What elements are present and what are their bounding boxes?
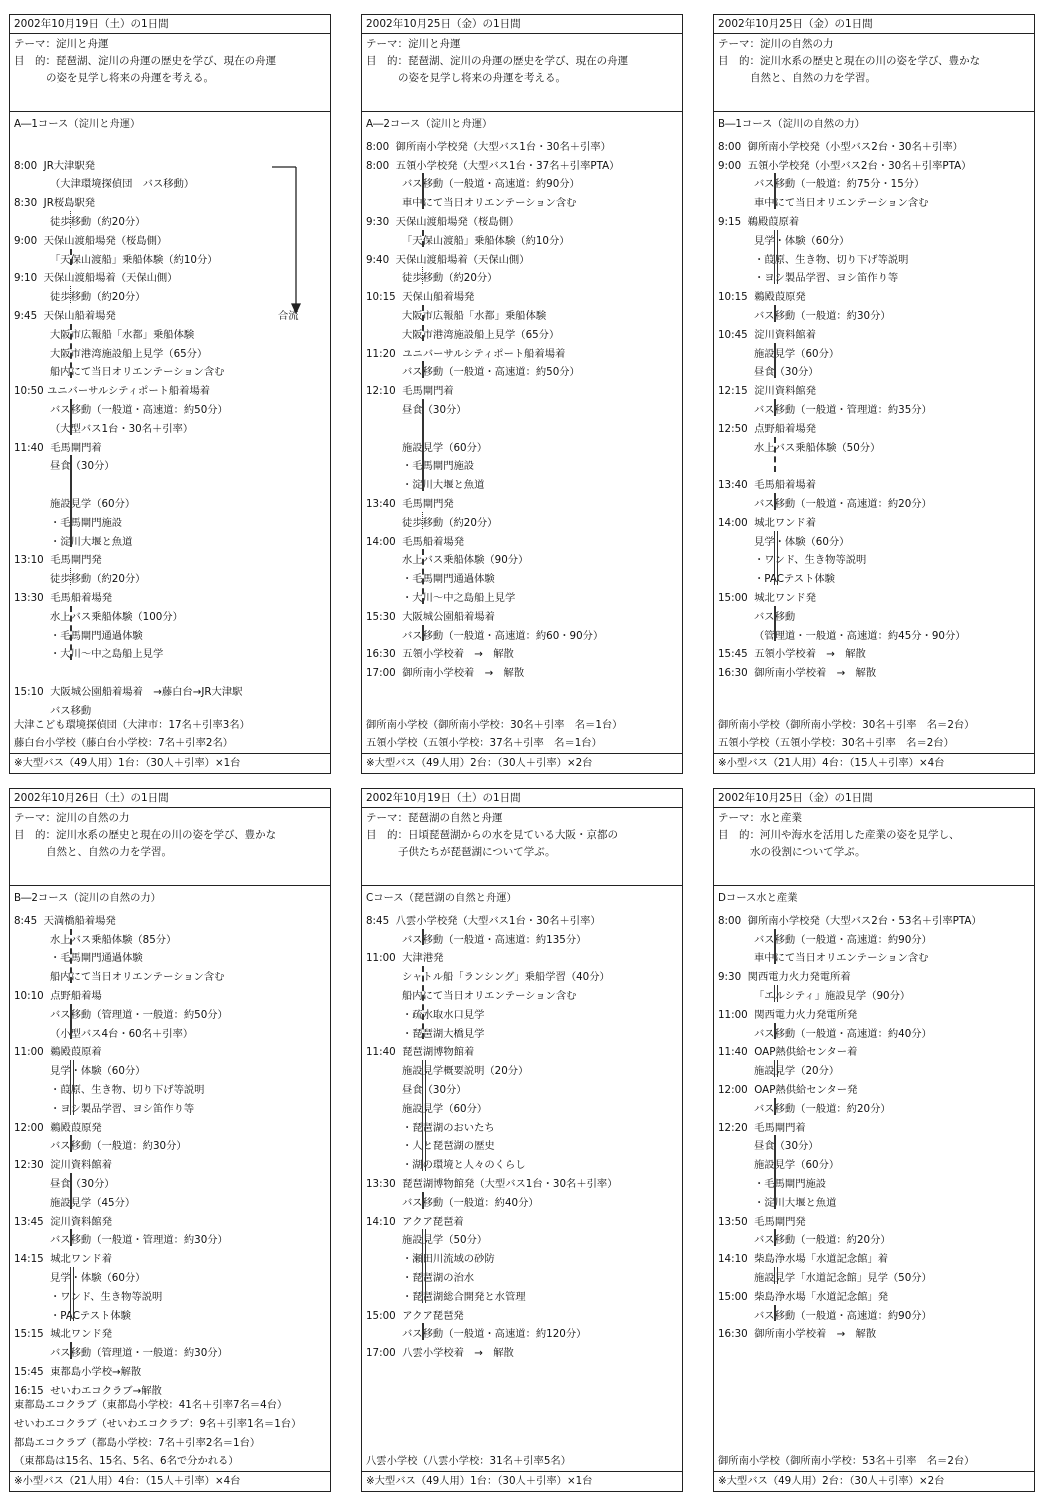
participants bbox=[10, 1396, 330, 1491]
timeline-connector bbox=[774, 929, 776, 965]
participants bbox=[714, 1452, 1034, 1491]
itinerary-time: 16:30 御所南小学校着 → 解散 bbox=[718, 1328, 877, 1341]
itinerary-detail: 見学・体験（60分） bbox=[718, 234, 850, 247]
participant-line: 五領小学校（五領小学校：37名＋引率 名＝1台） bbox=[366, 737, 602, 750]
timeline-connector bbox=[70, 606, 72, 660]
itinerary-time: 9:30 関西電力火力発電所着 bbox=[718, 971, 851, 984]
timeline-connector bbox=[422, 929, 424, 946]
spacer bbox=[14, 664, 326, 683]
itinerary-detail: バス移動（一般道・高速道：約90分） bbox=[718, 1309, 932, 1322]
itinerary-time: 8:30 JR桜島駅発 bbox=[14, 197, 96, 210]
itinerary bbox=[714, 112, 1034, 683]
course-card bbox=[9, 788, 331, 1492]
itinerary-detail: 船内にて当日オリエンテーション含む bbox=[366, 989, 577, 1002]
timeline-connector bbox=[422, 267, 423, 284]
card-theme: テーマ：淀川の自然の力 bbox=[14, 812, 130, 824]
timeline-connector bbox=[70, 1060, 74, 1114]
itinerary-detail: 施設見学「水道記念館」見学（50分） bbox=[718, 1271, 932, 1284]
itinerary-detail: バス移動（一般道・高速道：約50分） bbox=[366, 366, 580, 379]
card-date: 2002年10月25日（金）の1日間 bbox=[362, 15, 682, 34]
timeline-connector bbox=[774, 1229, 776, 1246]
itinerary-time: 15:00 柴島浄水場「水道記念館」発 bbox=[718, 1290, 889, 1303]
itinerary-detail: 施設見学（60分） bbox=[366, 1102, 488, 1115]
itinerary-detail: 施設見学（60分） bbox=[718, 347, 840, 360]
itinerary-time: 15:00 城北ワンド発 bbox=[718, 591, 817, 604]
itinerary-detail: 車中にて当日オリエンテーション含む bbox=[718, 952, 929, 965]
bus-note: ※大型バス（49人用）1台：（30人＋引率）×1台 bbox=[10, 753, 330, 773]
itinerary-time: 13:30 毛馬船着場発 bbox=[14, 591, 113, 604]
itinerary-detail: 「天保山渡船」乗船体験（約10分） bbox=[366, 234, 570, 247]
itinerary-detail: ・ワンド、生き物等説明 bbox=[718, 554, 867, 567]
participant-line: 五領小学校（五領小学校：30名＋引率 名＝2台） bbox=[718, 737, 954, 750]
itinerary-detail: ・葭原、生き物、切り下げ等説明 bbox=[14, 1083, 205, 1096]
itinerary-detail: ・琵琶湖のおいたち bbox=[366, 1121, 495, 1134]
itinerary-detail: バス移動（管理道・一般道：約50分） bbox=[14, 1008, 228, 1021]
timeline-connector bbox=[774, 230, 778, 284]
card-purpose-cont: 水の役割について学ぶ。 bbox=[750, 846, 866, 858]
itinerary-detail: 昼食（30分） bbox=[718, 366, 819, 379]
itinerary-time: 11:40 OAP熱供給センター着 bbox=[718, 1046, 858, 1059]
timeline-connector bbox=[70, 1004, 72, 1040]
course-name: B―2コース（淀川の自然の力） bbox=[14, 892, 161, 904]
timeline-connector bbox=[774, 173, 776, 209]
itinerary-detail: シャトル船「ランシング」乗船学習（40分） bbox=[366, 971, 610, 984]
timeline-connector bbox=[70, 1342, 72, 1359]
itinerary-time: 10:15 鵜殿葭原発 bbox=[718, 291, 806, 304]
itinerary-detail: 施設見学（50分） bbox=[366, 1234, 488, 1247]
card-purpose: 目 的：淀川水系の歴史と現在の川の姿を学び、豊かな bbox=[718, 55, 981, 67]
course-name: B―1コース（淀川の自然の力） bbox=[718, 118, 865, 130]
itinerary-detail: （大型バス1台・30名＋引率） bbox=[14, 422, 194, 435]
timeline-connector bbox=[70, 211, 71, 228]
card-date: 2002年10月19日（土）の1日間 bbox=[362, 789, 682, 808]
itinerary-detail: 昼食（30分） bbox=[366, 403, 467, 416]
itinerary-detail: 昼食（30分） bbox=[14, 460, 115, 473]
itinerary bbox=[10, 886, 330, 1401]
participant-line: 御所南小学校（御所南小学校：30名＋引率 名＝1台） bbox=[366, 718, 623, 731]
participant-line: 大津こども環境探偵団（大津市：17名＋引率3名） bbox=[14, 718, 250, 731]
itinerary-time: 13:45 淀川資料館発 bbox=[14, 1215, 113, 1228]
participant-line: 御所南小学校（御所南小学校：30名＋引率 名＝2台） bbox=[718, 718, 975, 731]
itinerary-detail: ・大川～中之島船上見学 bbox=[366, 591, 516, 604]
itinerary-time: 9:10 天保山渡船場着（天保山側） bbox=[14, 272, 178, 285]
itinerary-time: 12:00 鵜殿葭原発 bbox=[14, 1121, 102, 1134]
course-card bbox=[361, 788, 683, 1492]
timeline-connector bbox=[70, 1135, 72, 1152]
itinerary-detail: バス移動（一般道：約20分） bbox=[718, 1234, 891, 1247]
itinerary-time: 14:00 城北ワンド着 bbox=[718, 516, 817, 529]
itinerary-detail: 施設見学（20分） bbox=[718, 1065, 840, 1078]
bus-note: ※大型バス（49人用）1台：（30人＋引率）×1台 bbox=[362, 1471, 682, 1491]
spacer bbox=[718, 457, 1030, 476]
course-card bbox=[713, 788, 1035, 1492]
itinerary-detail: バス移動（一般道：約20分） bbox=[718, 1102, 891, 1115]
timeline-connector bbox=[70, 1229, 72, 1246]
card-theme: テーマ：淀川の自然の力 bbox=[718, 38, 834, 50]
itinerary-detail: 徒歩移動（約20分） bbox=[366, 516, 498, 529]
spacer bbox=[14, 476, 326, 495]
timeline-connector bbox=[774, 1023, 776, 1040]
participant-line: 藤白台小学校（藤白台小学校：7名＋引率2名） bbox=[14, 737, 234, 750]
itinerary-time: 15:30 大阪城公園船着場着 bbox=[366, 610, 495, 623]
timeline-connector bbox=[70, 568, 71, 585]
timeline-connector bbox=[774, 493, 776, 510]
itinerary-detail: バス移動（一般道・高速道：約90分） bbox=[718, 933, 932, 946]
itinerary-detail: 徒歩移動（約20分） bbox=[14, 215, 146, 228]
itinerary-detail: ・毛馬閘門通過体験 bbox=[14, 629, 143, 642]
itinerary-detail: 水上バス乗船体験（90分） bbox=[366, 554, 529, 567]
merge-arrow-icon bbox=[272, 165, 312, 315]
itinerary-detail: 船内にて当日オリエンテーション含む bbox=[14, 366, 225, 379]
card-theme: テーマ：淀川と舟運 bbox=[366, 38, 461, 50]
itinerary-time: 15:45 東都島小学校→解散 bbox=[14, 1365, 142, 1378]
course-card bbox=[361, 14, 683, 774]
timeline-connector bbox=[70, 324, 72, 378]
itinerary-detail: ・ワンド、生き物等説明 bbox=[14, 1290, 163, 1303]
bus-note: ※小型バス（21人用）4台：（15人＋引率）×4台 bbox=[714, 753, 1034, 773]
itinerary-time: 11:00 鵜殿葭原着 bbox=[14, 1046, 102, 1059]
itinerary-detail: 施設見学（45分） bbox=[14, 1196, 136, 1209]
itinerary-detail: ・湖の環境と人々のくらし bbox=[366, 1159, 526, 1172]
itinerary-detail: ・琵琶湖大橋見学 bbox=[366, 1027, 485, 1040]
timeline-connector bbox=[422, 230, 424, 247]
timeline-connector bbox=[70, 929, 72, 983]
card-purpose: 目 的：河川や海水を活用した産業の姿を見学し、 bbox=[718, 829, 960, 841]
itinerary-detail: ・毛馬閘門通過体験 bbox=[366, 573, 495, 586]
itinerary-detail: （管理道・一般道・高速道：約45分・90分） bbox=[718, 629, 966, 642]
itinerary-detail: ・PACテスト体験 bbox=[718, 573, 835, 586]
timeline-connector bbox=[422, 512, 423, 529]
card-date: 2002年10月26日（土）の1日間 bbox=[10, 789, 330, 808]
participants bbox=[362, 1452, 682, 1491]
itinerary-time: 11:00 大津港発 bbox=[366, 952, 444, 965]
card-purpose: 目 的：淀川水系の歴史と現在の川の姿を学び、豊かな bbox=[14, 829, 277, 841]
timeline-connector bbox=[422, 1323, 424, 1340]
itinerary-time: 8:45 天満橋船着場発 bbox=[14, 914, 116, 927]
card-date: 2002年10月25日（金）の1日間 bbox=[714, 789, 1034, 808]
timeline-connector bbox=[774, 1098, 776, 1115]
itinerary-time: 9:45 天保山船着場発 bbox=[14, 309, 116, 322]
itinerary-time: 11:40 琵琶湖博物館着 bbox=[366, 1046, 475, 1059]
itinerary-detail: 水上バス乗船体験（85分） bbox=[14, 933, 177, 946]
timeline-connector bbox=[70, 1267, 74, 1321]
participant-line: せいわエコクラブ（せいわエコクラブ：9名＋引率1名＝1台） bbox=[14, 1417, 302, 1430]
itinerary-detail: 見学・体験（60分） bbox=[718, 535, 850, 548]
itinerary-detail: バス移動（一般道・高速道：約120分） bbox=[366, 1328, 587, 1341]
itinerary-time: 9:00 天保山渡船場発（桜島側） bbox=[14, 234, 168, 247]
timeline-connector bbox=[774, 343, 776, 379]
itinerary-detail: バス移動（一般道・管理道：約30分） bbox=[14, 1234, 228, 1247]
itinerary-time: 15:00 アクア琵琶発 bbox=[366, 1309, 464, 1322]
itinerary-detail: バス移動（一般道：約75分・15分） bbox=[718, 178, 925, 191]
itinerary-time: 13:40 毛馬船着場着 bbox=[718, 479, 817, 492]
spacer bbox=[14, 138, 326, 157]
itinerary-time: 12:10 毛馬閘門着 bbox=[366, 385, 454, 398]
itinerary-detail: ・大川～中之島船上見学 bbox=[14, 648, 164, 661]
participant-line: 東都島エコクラブ（東都島小学校：41名＋引率7名＝4台） bbox=[14, 1399, 288, 1412]
itinerary-time: 11:20 ユニバーサルシティポート船着場着 bbox=[366, 347, 566, 360]
itinerary-detail: バス移動（一般道・高速道：約40分） bbox=[718, 1027, 932, 1040]
participant-line: 御所南小学校（御所南小学校：53名＋引率 名＝2台） bbox=[718, 1455, 975, 1468]
itinerary-time: 11:00 関西電力火力発電所発 bbox=[718, 1008, 858, 1021]
itinerary-time: 16:30 五領小学校着 → 解散 bbox=[366, 648, 514, 661]
itinerary-time: 8:00 御所南小学校発（小型バス2台・30名＋引率） bbox=[718, 140, 963, 153]
itinerary-detail: ・毛馬閘門施設 bbox=[718, 1177, 827, 1190]
itinerary-detail: 昼食（30分） bbox=[366, 1083, 467, 1096]
bus-note: ※小型バス（21人用）4台：（15人＋引率）×4台 bbox=[10, 1471, 330, 1491]
theme-block bbox=[10, 808, 330, 886]
itinerary-time: 14:00 毛馬船着場発 bbox=[366, 535, 465, 548]
itinerary-detail: 徒歩移動（約20分） bbox=[14, 573, 146, 586]
theme-block bbox=[362, 808, 682, 886]
itinerary-detail: バス移動（一般道・高速道：約90分） bbox=[366, 178, 580, 191]
bus-note: ※大型バス（49人用）2台：（30人＋引率）×2台 bbox=[714, 1471, 1034, 1491]
timeline-connector bbox=[422, 173, 424, 209]
theme-block bbox=[714, 808, 1034, 886]
itinerary-detail: 大阪市広報船「水都」乗船体験 bbox=[14, 328, 195, 341]
theme-block bbox=[714, 34, 1034, 112]
timeline-connector bbox=[70, 455, 72, 547]
itinerary-time: 8:00 五領小学校発（大型バス1台・37名＋引率PTA） bbox=[366, 159, 620, 172]
itinerary-detail: （小型バス4台・60名＋引率） bbox=[14, 1027, 194, 1040]
itinerary-time: 16:30 御所南小学校着 → 解散 bbox=[718, 667, 877, 680]
itinerary-detail: ・葭原、生き物、切り下げ等説明 bbox=[718, 253, 909, 266]
itinerary-detail: バス移動 bbox=[14, 704, 92, 717]
itinerary-time: 15:45 五領小学校着 → 解散 bbox=[718, 648, 866, 661]
timeline-connector bbox=[774, 1060, 778, 1077]
timeline-connector bbox=[774, 1135, 776, 1208]
participants bbox=[10, 716, 330, 773]
card-purpose: 目 的：琵琶湖、淀川の舟運の歴史を学び、現在の舟運 bbox=[366, 55, 629, 67]
card-date: 2002年10月25日（金）の1日間 bbox=[714, 15, 1034, 34]
itinerary-detail: 大阪市広報船「水都」乗船体験 bbox=[366, 309, 547, 322]
timeline-connector bbox=[422, 1192, 424, 1209]
itinerary-time: 16:15 せいわエコクラブ→解散 bbox=[14, 1384, 162, 1397]
itinerary-time: 9:30 天保山渡船場発（桜島側） bbox=[366, 215, 520, 228]
theme-block bbox=[362, 34, 682, 112]
participant-line: 八雲小学校（八雲小学校：31名＋引率5名） bbox=[366, 1455, 571, 1468]
itinerary-time: 8:00 御所南小学校発（大型バス2台・53名＋引率PTA） bbox=[718, 914, 982, 927]
itinerary-time: 17:00 御所南小学校着 → 解散 bbox=[366, 667, 525, 680]
itinerary-time: 12:20 毛馬閘門着 bbox=[718, 1121, 806, 1134]
card-purpose-cont: の姿を見学し将来の舟運を考える。 bbox=[46, 72, 214, 84]
timeline-connector bbox=[774, 399, 776, 416]
card-purpose: 目 的：琵琶湖、淀川の舟運の歴史を学び、現在の舟運 bbox=[14, 55, 277, 67]
timeline-connector bbox=[774, 1267, 778, 1284]
itinerary-detail: 大阪市港湾施設船上見学（65分） bbox=[366, 328, 560, 341]
card-purpose-cont: 自然と、自然の力を学習。 bbox=[46, 846, 172, 858]
participant-line: （東都島は15名、15名、5名、6名で分かれる） bbox=[14, 1455, 239, 1468]
timeline-connector bbox=[774, 606, 776, 642]
itinerary-detail: ・PACテスト体験 bbox=[14, 1309, 131, 1322]
itinerary-time: 13:40 毛馬閘門発 bbox=[366, 497, 454, 510]
course-name: Dコース水と産業 bbox=[718, 892, 798, 904]
itinerary-time: 11:40 毛馬閘門着 bbox=[14, 441, 102, 454]
itinerary-detail: 施設見学（60分） bbox=[366, 441, 488, 454]
itinerary-detail: 徒歩移動（約20分） bbox=[366, 272, 498, 285]
itinerary-time: 8:00 御所南小学校発（大型バス1台・30名＋引率） bbox=[366, 140, 611, 153]
itinerary-detail: バス移動（一般道・高速道：約135分） bbox=[366, 933, 587, 946]
timeline-connector bbox=[422, 361, 424, 378]
card-theme: テーマ：水と産業 bbox=[718, 812, 802, 824]
timeline-connector bbox=[774, 305, 776, 322]
timeline-connector bbox=[422, 399, 424, 491]
itinerary-detail: バス移動（管理道・一般道：約30分） bbox=[14, 1347, 228, 1360]
itinerary-detail: 水上バス乗船体験（50分） bbox=[718, 441, 881, 454]
timeline-connector bbox=[422, 625, 424, 642]
itinerary-detail: 昼食（30分） bbox=[14, 1177, 115, 1190]
card-purpose: 目 的：日頃琵琶湖からの水を見ている大阪・京都の bbox=[366, 829, 618, 841]
card-purpose-cont: 子供たちが琵琶湖について学ぶ。 bbox=[398, 846, 556, 858]
card-date: 2002年10月19日（土）の1日間 bbox=[10, 15, 330, 34]
itinerary-detail: 徒歩移動（約20分） bbox=[14, 291, 146, 304]
timeline-connector bbox=[70, 1173, 72, 1209]
itinerary-detail: バス移動（一般道：約30分） bbox=[718, 309, 891, 322]
itinerary bbox=[714, 886, 1034, 1344]
participants bbox=[714, 716, 1034, 773]
card-theme: テーマ：琵琶湖の自然と舟運 bbox=[366, 812, 503, 824]
itinerary-detail: ・毛馬閘門施設 bbox=[366, 460, 475, 473]
itinerary-detail: ・琵琶湖総合開発と水管理 bbox=[366, 1290, 526, 1303]
spacer bbox=[366, 420, 678, 439]
itinerary-detail: バス移動（一般道・高速道：約50分） bbox=[14, 403, 228, 416]
itinerary-time: 12:00 OAP熱供給センター発 bbox=[718, 1083, 858, 1096]
timeline-connector bbox=[422, 1060, 426, 1171]
itinerary-detail: バス移動（一般道：約40分） bbox=[366, 1196, 539, 1209]
itinerary-detail: バス移動（一般道：約30分） bbox=[14, 1140, 187, 1153]
itinerary-detail: ・淀川大堰と魚道 bbox=[718, 1196, 837, 1209]
itinerary-detail: 「天保山渡船」乗船体験（約10分） bbox=[14, 253, 218, 266]
itinerary-time: 9:40 天保山渡船場着（天保山側） bbox=[366, 253, 530, 266]
itinerary-time: 13:30 琵琶湖博物館発（大型バス1台・30名＋引率） bbox=[366, 1177, 618, 1190]
card-purpose-cont: の姿を見学し将来の舟運を考える。 bbox=[398, 72, 566, 84]
timeline-connector bbox=[774, 985, 778, 1002]
itinerary-time: 12:15 淀川資料館発 bbox=[718, 385, 817, 398]
timeline-connector bbox=[70, 249, 72, 266]
itinerary-time: 10:15 天保山船着場発 bbox=[366, 291, 475, 304]
itinerary-time: 10:45 淀川資料館着 bbox=[718, 328, 817, 341]
itinerary-time: 8:00 JR大津駅発 bbox=[14, 159, 96, 172]
itinerary-detail: ・人と琵琶湖の歴史 bbox=[366, 1140, 495, 1153]
timeline-connector bbox=[422, 966, 424, 1039]
itinerary-time: 13:50 毛馬閘門発 bbox=[718, 1215, 806, 1228]
itinerary-detail: 見学・体験（60分） bbox=[14, 1065, 146, 1078]
itinerary-detail: 船内にて当日オリエンテーション含む bbox=[14, 971, 225, 984]
timeline-connector bbox=[70, 286, 71, 303]
timeline-connector bbox=[422, 305, 424, 341]
itinerary-time: 15:15 城北ワンド発 bbox=[14, 1328, 113, 1341]
itinerary bbox=[10, 112, 330, 721]
itinerary-detail: ・毛馬閘門通過体験 bbox=[14, 952, 143, 965]
itinerary-time: 8:45 八雲小学校発（大型バス1台・30名＋引率） bbox=[366, 914, 601, 927]
timeline-connector bbox=[774, 437, 776, 473]
itinerary-detail: 「エルシティ」施設見学（90分） bbox=[718, 989, 911, 1002]
itinerary-time: 12:50 点野船着場発 bbox=[718, 422, 817, 435]
itinerary bbox=[362, 886, 682, 1363]
itinerary-detail: 見学・体験（60分） bbox=[14, 1271, 146, 1284]
course-card bbox=[713, 14, 1035, 774]
itinerary-detail: 施設見学概要説明（20分） bbox=[366, 1065, 529, 1078]
itinerary-detail: （大津環境探偵団 バス移動） bbox=[14, 178, 195, 191]
itinerary-detail: ・ヨシ製品学習、ヨシ笛作り等 bbox=[718, 272, 899, 285]
itinerary-time: 9:15 鵜殿葭原着 bbox=[718, 215, 800, 228]
merge-label: 合流 bbox=[278, 310, 299, 322]
itinerary-detail: 水上バス乗船体験（100分） bbox=[14, 610, 183, 623]
itinerary-detail: バス移動 bbox=[718, 610, 796, 623]
itinerary-time: 13:10 毛馬閘門発 bbox=[14, 554, 102, 567]
itinerary-time: 12:30 淀川資料館着 bbox=[14, 1159, 113, 1172]
participant-line: 都島エコクラブ（都島小学校：7名＋引率2名＝1台） bbox=[14, 1436, 261, 1449]
itinerary-detail: ・淀川大堰と魚道 bbox=[366, 479, 485, 492]
participants bbox=[362, 716, 682, 773]
course-card bbox=[9, 14, 331, 774]
itinerary-detail: バス移動（一般道・管理道：約35分） bbox=[718, 403, 932, 416]
timeline-connector bbox=[774, 1305, 776, 1322]
course-name: A―2コース（淀川と舟運） bbox=[366, 118, 493, 130]
itinerary-detail: ・淀川大堰と魚道 bbox=[14, 535, 133, 548]
itinerary-detail: ・琵琶湖の治水 bbox=[366, 1271, 475, 1284]
itinerary-detail: バス移動（一般道・高速道：約60・90分） bbox=[366, 629, 604, 642]
itinerary-detail: 車中にて当日オリエンテーション含む bbox=[718, 197, 929, 210]
card-theme: テーマ：淀川と舟運 bbox=[14, 38, 109, 50]
itinerary-detail: ・毛馬閘門施設 bbox=[14, 516, 123, 529]
timeline-connector bbox=[70, 399, 72, 435]
itinerary-detail: 施設見学（60分） bbox=[14, 497, 136, 510]
itinerary-detail: ・疏水取水口見学 bbox=[366, 1008, 485, 1021]
itinerary-detail: ・瀬田川流域の砂防 bbox=[366, 1253, 495, 1266]
itinerary bbox=[362, 112, 682, 683]
timeline-connector bbox=[422, 549, 424, 603]
itinerary-time: 10:50 ユニバーサルシティポート船着場着 bbox=[14, 385, 211, 398]
itinerary-time: 14:10 柴島浄水場「水道記念館」着 bbox=[718, 1253, 889, 1266]
itinerary-detail: 施設見学（60分） bbox=[718, 1159, 840, 1172]
itinerary-time: 14:10 アクア琵琶着 bbox=[366, 1215, 464, 1228]
bus-note: ※大型バス（49人用）2台：（30人＋引率）×2台 bbox=[362, 753, 682, 773]
theme-block bbox=[10, 34, 330, 112]
itinerary-time: 9:00 五領小学校発（小型バス2台・30名＋引率PTA） bbox=[718, 159, 972, 172]
itinerary-time: 14:15 城北ワンド着 bbox=[14, 1253, 113, 1266]
timeline-connector bbox=[422, 1229, 426, 1302]
course-name: Cコース（琵琶湖の自然と舟運） bbox=[366, 892, 517, 904]
itinerary-detail: 大阪市港湾施設船上見学（65分） bbox=[14, 347, 208, 360]
itinerary-detail: 昼食（30分） bbox=[718, 1140, 819, 1153]
course-name: A―1コース（淀川と舟運） bbox=[14, 118, 141, 130]
itinerary-detail: バス移動（一般道・高速道：約20分） bbox=[718, 497, 932, 510]
itinerary-time: 10:10 点野船着場 bbox=[14, 989, 102, 1002]
itinerary-detail: ・ヨシ製品学習、ヨシ笛作り等 bbox=[14, 1102, 195, 1115]
itinerary-detail: 車中にて当日オリエンテーション含む bbox=[366, 197, 577, 210]
timeline-connector bbox=[774, 531, 778, 585]
card-purpose-cont: 自然と、自然の力を学習。 bbox=[750, 72, 876, 84]
itinerary-time: 15:10 大阪城公園船着場着 →藤白台→JR大津駅 bbox=[14, 685, 243, 698]
itinerary-time: 17:00 八雲小学校着 → 解散 bbox=[366, 1347, 514, 1360]
